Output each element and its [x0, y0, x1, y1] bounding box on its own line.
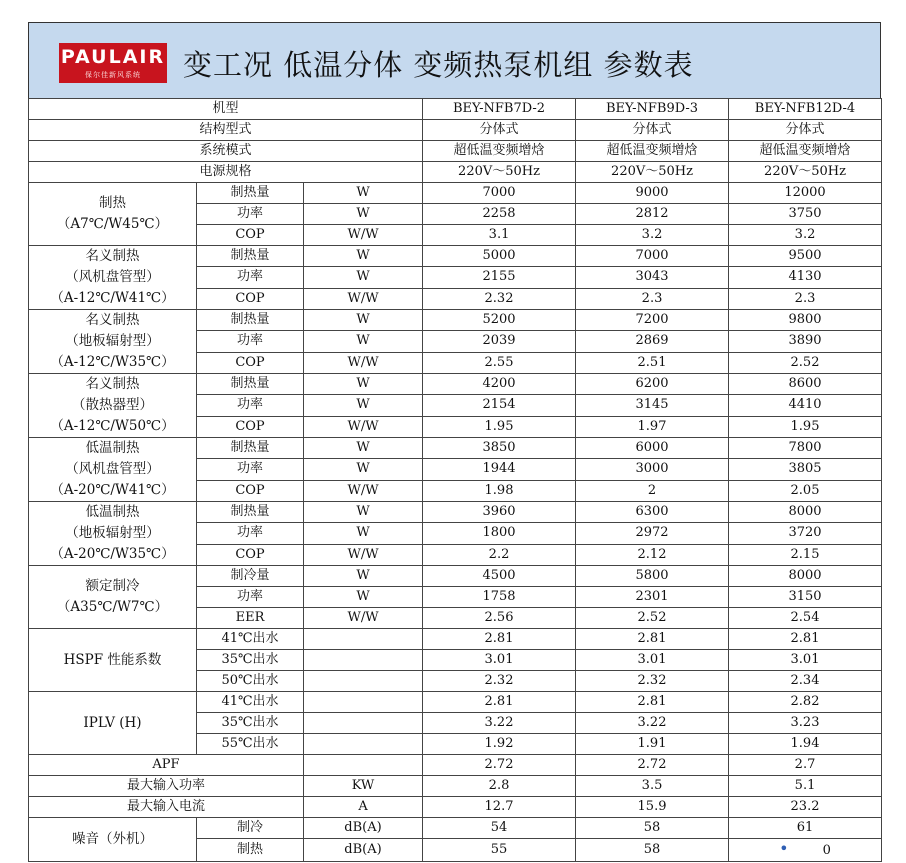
- value-cell: 4200: [423, 374, 576, 395]
- value-cell: 2.72: [576, 755, 729, 776]
- table-row-info: [29, 141, 882, 162]
- value-cell: 超低温变频增焓: [423, 141, 576, 162]
- value-cell: 2.55: [423, 352, 576, 373]
- item-label: 功率: [197, 204, 304, 225]
- unit-cell: [304, 713, 423, 734]
- group-title: [29, 310, 197, 374]
- value-cell: 9000: [576, 183, 729, 204]
- unit-cell: W/W: [304, 480, 423, 501]
- value-cell: 2.82: [729, 692, 882, 713]
- value-cell: 1944: [423, 459, 576, 480]
- group-title-line: （A7℃/W45℃）: [56, 216, 169, 232]
- value-cell: 6000: [576, 438, 729, 459]
- value-cell: 分体式: [576, 120, 729, 141]
- group-title: [29, 374, 197, 438]
- table-row: [29, 310, 882, 331]
- unit-cell: dB(A): [304, 818, 423, 839]
- value-cell: 2.8: [423, 776, 576, 797]
- value-cell: [729, 839, 882, 862]
- group-title-line: （地板辐射型）: [65, 525, 160, 541]
- unit-cell: W: [304, 246, 423, 267]
- group-title-line: 名义制热: [85, 248, 140, 264]
- dot-icon: •: [779, 839, 789, 858]
- value-cell: 2.32: [423, 671, 576, 692]
- group-title: [29, 438, 197, 502]
- value-cell: 1.98: [423, 480, 576, 501]
- unit-cell: W: [304, 438, 423, 459]
- value-cell: 3.01: [576, 650, 729, 671]
- value-cell: 3.23: [729, 713, 882, 734]
- unit-cell: W: [304, 374, 423, 395]
- item-label: 制热量: [197, 183, 304, 204]
- value-cell: 1.94: [729, 734, 882, 755]
- value-cell: 5200: [423, 310, 576, 331]
- unit-cell: W: [304, 331, 423, 352]
- table-row: [29, 438, 882, 459]
- unit-cell: W: [304, 502, 423, 523]
- unit-cell: W: [304, 267, 423, 288]
- value-cell: 3.22: [576, 713, 729, 734]
- table-row: [29, 566, 882, 587]
- group-title-line: （A-20℃/W35℃）: [50, 546, 175, 562]
- group-title: [29, 246, 197, 310]
- table-row: [29, 183, 882, 204]
- value-cell: 2301: [576, 587, 729, 608]
- value-cell: 220V～50Hz: [729, 162, 882, 183]
- item-label: 35℃出水: [197, 650, 304, 671]
- value-cell: 8600: [729, 374, 882, 395]
- value-cell: 5800: [576, 566, 729, 587]
- value-cell: 2.32: [576, 671, 729, 692]
- value-cell: 3.22: [423, 713, 576, 734]
- value-cell: 5.1: [729, 776, 882, 797]
- spec-table-body: [29, 99, 882, 862]
- apf-label: APF: [29, 755, 304, 776]
- max-current-label: 最大输入电流: [29, 797, 304, 818]
- item-label: 制热量: [197, 502, 304, 523]
- unit-cell: dB(A): [304, 839, 423, 862]
- value-cell: 2.3: [729, 288, 882, 309]
- value-cell: 2869: [576, 331, 729, 352]
- value-cell: 2154: [423, 395, 576, 416]
- value-cell: 3805: [729, 459, 882, 480]
- unit-cell: W: [304, 310, 423, 331]
- value-cell: 3720: [729, 523, 882, 544]
- table-row: [29, 246, 882, 267]
- table-row: [29, 374, 882, 395]
- model-header: BEY-NFB12D-4: [729, 99, 882, 120]
- value-cell: 2155: [423, 267, 576, 288]
- value-cell: 3145: [576, 395, 729, 416]
- info-label: 电源规格: [29, 162, 423, 183]
- group-title-line: （A-12℃/W41℃）: [50, 290, 175, 306]
- unit-cell: W/W: [304, 608, 423, 629]
- unit-cell: [304, 650, 423, 671]
- item-label: COP: [197, 480, 304, 501]
- group-title-line: （地板辐射型）: [65, 333, 160, 349]
- noise-label: 噪音（外机）: [29, 818, 197, 862]
- header-banner: [28, 22, 881, 98]
- unit-cell: [304, 671, 423, 692]
- value-cell: 8000: [729, 502, 882, 523]
- value-cell: 4500: [423, 566, 576, 587]
- item-label: 41℃出水: [197, 629, 304, 650]
- value-cell: 6300: [576, 502, 729, 523]
- value-cell: 1.95: [423, 416, 576, 437]
- value-cell: 2.15: [729, 544, 882, 565]
- value-cell: 2.34: [729, 671, 882, 692]
- group-title-line: （A-12℃/W35℃）: [50, 354, 175, 370]
- max-power-label: 最大输入功率: [29, 776, 304, 797]
- value-cell: 2.3: [576, 288, 729, 309]
- unit-cell: W: [304, 183, 423, 204]
- value-cell: 2258: [423, 204, 576, 225]
- value-cell: 15.9: [576, 797, 729, 818]
- value-cell: 超低温变频增焓: [729, 141, 882, 162]
- value-cell: 2: [576, 480, 729, 501]
- value-cell: 2.2: [423, 544, 576, 565]
- item-label: COP: [197, 544, 304, 565]
- value-cell: 3.01: [423, 650, 576, 671]
- value-cell: 2972: [576, 523, 729, 544]
- unit-cell: [304, 629, 423, 650]
- group-title-line: （A-20℃/W41℃）: [50, 482, 175, 498]
- value-cell: 3.2: [576, 225, 729, 246]
- value-cell: 2.54: [729, 608, 882, 629]
- table-row: [29, 629, 882, 650]
- table-row: [29, 502, 882, 523]
- unit-cell: W: [304, 204, 423, 225]
- value-cell: 3.2: [729, 225, 882, 246]
- item-label: 功率: [197, 523, 304, 544]
- value-cell: 2.51: [576, 352, 729, 373]
- value-cell: 58: [576, 839, 729, 862]
- value-cell: 2.52: [729, 352, 882, 373]
- value-cell: 2.81: [423, 629, 576, 650]
- value-cell: 55: [423, 839, 576, 862]
- item-label: 制冷: [197, 818, 304, 839]
- value-cell: 58: [576, 818, 729, 839]
- value-cell: 1.91: [576, 734, 729, 755]
- unit-cell: W: [304, 587, 423, 608]
- logo-subtitle: 保尔佳新风系统: [85, 71, 141, 79]
- unit-cell: W: [304, 395, 423, 416]
- value-cell: 5000: [423, 246, 576, 267]
- value-cell: 61: [729, 818, 882, 839]
- value-cell: 4410: [729, 395, 882, 416]
- item-label: 制热量: [197, 246, 304, 267]
- value-cell: 3960: [423, 502, 576, 523]
- value-cell: 2.7: [729, 755, 882, 776]
- model-header: BEY-NFB9D-3: [576, 99, 729, 120]
- group-title-line: 名义制热: [85, 376, 140, 392]
- unit-cell: [304, 755, 423, 776]
- page-title: 变工况 低温分体 变频热泵机组 参数表: [183, 48, 694, 82]
- model-header: BEY-NFB7D-2: [423, 99, 576, 120]
- item-label: 35℃出水: [197, 713, 304, 734]
- value-cell: 3890: [729, 331, 882, 352]
- value-cell: 3000: [576, 459, 729, 480]
- item-label: 功率: [197, 331, 304, 352]
- value-cell: 9800: [729, 310, 882, 331]
- group-title: [29, 183, 197, 246]
- logo-text: PAULAIR: [60, 46, 166, 68]
- value-cell: 2812: [576, 204, 729, 225]
- value-cell: 7200: [576, 310, 729, 331]
- value-cell: 220V～50Hz: [576, 162, 729, 183]
- value-cell: 3.1: [423, 225, 576, 246]
- value-cell: 2.12: [576, 544, 729, 565]
- group-title-line: （风机盘管型）: [65, 461, 160, 477]
- unit-cell: W/W: [304, 416, 423, 437]
- group-title-line: 低温制热: [85, 440, 140, 456]
- value-cell: 23.2: [729, 797, 882, 818]
- unit-cell: [304, 692, 423, 713]
- value-cell: 6200: [576, 374, 729, 395]
- value-cell: 2.81: [576, 629, 729, 650]
- item-label: 制热: [197, 839, 304, 862]
- value-cell: 9500: [729, 246, 882, 267]
- group-title-line: HSPF 性能系数: [63, 651, 162, 668]
- group-title-line: （A-12℃/W50℃）: [50, 418, 175, 434]
- value-cell: 8000: [729, 566, 882, 587]
- unit-cell: W/W: [304, 225, 423, 246]
- item-label: 功率: [197, 267, 304, 288]
- value-cell: 2.81: [729, 629, 882, 650]
- item-label: 功率: [197, 459, 304, 480]
- brand-logo: [59, 43, 167, 83]
- value-cell: 1758: [423, 587, 576, 608]
- value-cell: 1800: [423, 523, 576, 544]
- value-cell: 2.05: [729, 480, 882, 501]
- item-label: 功率: [197, 587, 304, 608]
- item-label: COP: [197, 352, 304, 373]
- value-cell: 2.56: [423, 608, 576, 629]
- group-title: [29, 692, 197, 755]
- item-label: 50℃出水: [197, 671, 304, 692]
- item-label: 41℃出水: [197, 692, 304, 713]
- group-title-line: 额定制冷: [85, 578, 140, 594]
- value-cell: 7000: [576, 246, 729, 267]
- unit-cell: W: [304, 523, 423, 544]
- group-title-line: 制热: [99, 195, 126, 211]
- unit-cell: W/W: [304, 544, 423, 565]
- value-cell: 12.7: [423, 797, 576, 818]
- table-row-max-power: [29, 776, 882, 797]
- value-cell: 4130: [729, 267, 882, 288]
- table-row-info: [29, 120, 882, 141]
- value-cell: 2.81: [423, 692, 576, 713]
- group-title-line: （风机盘管型）: [65, 269, 160, 285]
- item-label: EER: [197, 608, 304, 629]
- group-title: [29, 629, 197, 692]
- value-cell: 54: [423, 818, 576, 839]
- value-cell: 分体式: [423, 120, 576, 141]
- item-label: 功率: [197, 395, 304, 416]
- value-cell: 2.81: [576, 692, 729, 713]
- group-title-line: （散热器型）: [72, 397, 153, 413]
- table-row-apf: [29, 755, 882, 776]
- group-title-line: IPLV (H): [83, 714, 142, 731]
- group-title: [29, 502, 197, 566]
- spec-table: [28, 98, 882, 862]
- group-title-line: 低温制热: [85, 504, 140, 520]
- value-cell: 1.97: [576, 416, 729, 437]
- value-cell: 3850: [423, 438, 576, 459]
- model-label: 机型: [29, 99, 423, 120]
- value-cell: 2.52: [576, 608, 729, 629]
- value-text: 0: [822, 843, 831, 858]
- group-title: [29, 566, 197, 629]
- table-row-noise: [29, 818, 882, 839]
- table-row-info: [29, 162, 882, 183]
- value-cell: 7800: [729, 438, 882, 459]
- item-label: 制热量: [197, 310, 304, 331]
- item-label: 制热量: [197, 374, 304, 395]
- value-cell: 12000: [729, 183, 882, 204]
- value-cell: 220V～50Hz: [423, 162, 576, 183]
- value-cell: 超低温变频增焓: [576, 141, 729, 162]
- value-cell: 3.01: [729, 650, 882, 671]
- unit-cell: KW: [304, 776, 423, 797]
- unit-cell: [304, 734, 423, 755]
- table-row-model: [29, 99, 882, 120]
- info-label: 结构型式: [29, 120, 423, 141]
- item-label: 制冷量: [197, 566, 304, 587]
- spec-sheet: [28, 22, 881, 862]
- value-cell: 3.5: [576, 776, 729, 797]
- item-label: COP: [197, 225, 304, 246]
- value-cell: 1.92: [423, 734, 576, 755]
- item-label: 制热量: [197, 438, 304, 459]
- value-cell: 1.95: [729, 416, 882, 437]
- info-label: 系统模式: [29, 141, 423, 162]
- unit-cell: W: [304, 459, 423, 480]
- item-label: COP: [197, 416, 304, 437]
- unit-cell: W/W: [304, 352, 423, 373]
- table-row-max-current: [29, 797, 882, 818]
- table-row: [29, 692, 882, 713]
- value-cell: 3750: [729, 204, 882, 225]
- value-cell: 分体式: [729, 120, 882, 141]
- value-cell: 3150: [729, 587, 882, 608]
- value-cell: 2.72: [423, 755, 576, 776]
- item-label: 55℃出水: [197, 734, 304, 755]
- group-title-line: （A35℃/W7℃）: [56, 599, 169, 615]
- value-cell: 2.32: [423, 288, 576, 309]
- group-title-line: 名义制热: [85, 312, 140, 328]
- value-cell: 7000: [423, 183, 576, 204]
- value-cell: 3043: [576, 267, 729, 288]
- unit-cell: W: [304, 566, 423, 587]
- unit-cell: A: [304, 797, 423, 818]
- value-cell: 2039: [423, 331, 576, 352]
- unit-cell: W/W: [304, 288, 423, 309]
- item-label: COP: [197, 288, 304, 309]
